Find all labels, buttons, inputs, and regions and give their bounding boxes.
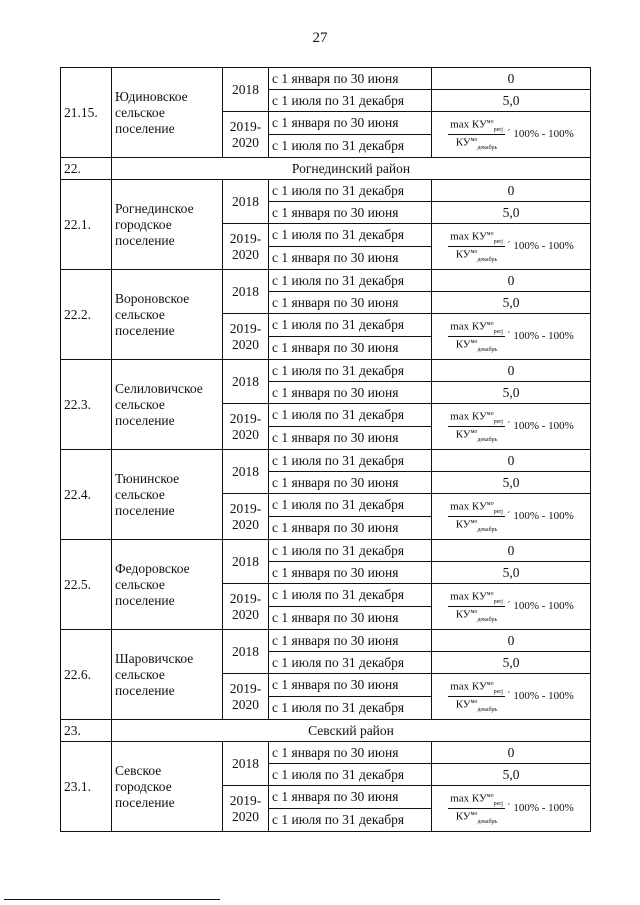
period-cell: с 1 января по 30 июня (269, 247, 432, 270)
formula-tail: ´ 100% - 100% (506, 128, 574, 140)
value-cell: 0 (432, 360, 591, 382)
formula-cell (432, 314, 591, 360)
formula-tail: ´ 100% - 100% (506, 510, 574, 522)
period-cell: с 1 июля по 31 декабря (269, 697, 432, 720)
formula (435, 591, 587, 623)
formula-fraction: $\frac{\max КУ^{мо}_{perj}}{КУ^{мо}_{декабрь}}$ (450, 590, 503, 623)
settlement-name: Селиловичское сельское поселение (112, 360, 223, 450)
value-cell: 5,0 (432, 90, 591, 112)
table-row (61, 180, 591, 202)
value-cell: 5,0 (432, 472, 591, 494)
period-cell: с 1 января по 30 июня (269, 630, 432, 652)
period-cell: с 1 января по 30 июня (269, 427, 432, 450)
formula (435, 321, 587, 353)
period-cell: с 1 января по 30 июня (269, 202, 432, 224)
formula (435, 501, 587, 533)
settlement-name: Федоровское сельское поселение (112, 540, 223, 630)
settlement-name: Шаровичское сельское поселение (112, 630, 223, 720)
year-cell: 2019-2020 (223, 674, 269, 720)
value-cell: 5,0 (432, 382, 591, 404)
settlement-name: Юдиновское сельское поселение (112, 68, 223, 158)
table-row (61, 742, 591, 764)
table-row (61, 270, 591, 292)
year-cell: 2018 (223, 180, 269, 224)
formula-fraction: $\frac{\max КУ^{мо}_{perj}}{КУ^{мо}_{декабрь}}$ (450, 410, 503, 443)
formula (435, 793, 587, 825)
row-number: 22.1. (61, 180, 112, 270)
row-number: 22.4. (61, 450, 112, 540)
period-cell: с 1 января по 30 июня (269, 68, 432, 90)
value-cell: 0 (432, 742, 591, 764)
formula-cell (432, 112, 591, 158)
period-cell: с 1 июля по 31 декабря (269, 360, 432, 382)
formula (435, 231, 587, 263)
period-cell: с 1 июля по 31 декабря (269, 180, 432, 202)
formula-cell (432, 674, 591, 720)
formula (435, 681, 587, 713)
value-cell: 0 (432, 540, 591, 562)
year-cell: 2019-2020 (223, 112, 269, 158)
tariff-table (60, 67, 591, 832)
period-cell: с 1 января по 30 июня (269, 674, 432, 697)
formula (435, 411, 587, 443)
year-cell: 2018 (223, 270, 269, 314)
formula-fraction: $\frac{\max КУ^{мо}_{perj}}{КУ^{мо}_{декабрь}}$ (450, 792, 503, 825)
period-cell: с 1 января по 30 июня (269, 112, 432, 135)
formula (435, 119, 587, 151)
period-cell: с 1 января по 30 июня (269, 472, 432, 494)
formula-tail: ´ 100% - 100% (506, 420, 574, 432)
row-number: 22.6. (61, 630, 112, 720)
formula-fraction: $\frac{\max КУ^{мо}_{perj}}{КУ^{мо}_{декабрь}}$ (450, 320, 503, 353)
district-title: Севский район (112, 720, 591, 742)
period-cell: с 1 июля по 31 декабря (269, 652, 432, 674)
year-cell: 2019-2020 (223, 584, 269, 630)
period-cell: с 1 января по 30 июня (269, 607, 432, 630)
settlement-name: Вороновское сельское поселение (112, 270, 223, 360)
formula-cell (432, 584, 591, 630)
year-cell: 2019-2020 (223, 786, 269, 832)
row-number: 22. (61, 158, 112, 180)
formula-cell (432, 224, 591, 270)
row-number: 22.5. (61, 540, 112, 630)
value-cell: 5,0 (432, 202, 591, 224)
footer-rule (4, 899, 220, 900)
value-cell: 0 (432, 180, 591, 202)
year-cell: 2018 (223, 540, 269, 584)
period-cell: с 1 июля по 31 декабря (269, 809, 432, 832)
year-cell: 2018 (223, 360, 269, 404)
period-cell: с 1 января по 30 июня (269, 786, 432, 809)
row-number: 22.2. (61, 270, 112, 360)
period-cell: с 1 июля по 31 декабря (269, 764, 432, 786)
period-cell: с 1 января по 30 июня (269, 337, 432, 360)
formula-tail: ´ 100% - 100% (506, 240, 574, 252)
formula-tail: ´ 100% - 100% (506, 600, 574, 612)
table-row (61, 360, 591, 382)
period-cell: с 1 июля по 31 декабря (269, 450, 432, 472)
formula-fraction: $\frac{\max КУ^{мо}_{perj}}{КУ^{мо}_{декабрь}}$ (450, 230, 503, 263)
table-row (61, 540, 591, 562)
period-cell: с 1 июля по 31 декабря (269, 135, 432, 158)
formula-cell (432, 404, 591, 450)
year-cell: 2018 (223, 68, 269, 112)
period-cell: с 1 января по 30 июня (269, 562, 432, 584)
formula-tail: ´ 100% - 100% (506, 690, 574, 702)
table-row (61, 630, 591, 652)
period-cell: с 1 января по 30 июня (269, 742, 432, 764)
value-cell: 0 (432, 68, 591, 90)
row-number: 23.1. (61, 742, 112, 832)
formula-tail: ´ 100% - 100% (506, 802, 574, 814)
value-cell: 0 (432, 450, 591, 472)
year-cell: 2018 (223, 450, 269, 494)
year-cell: 2018 (223, 742, 269, 786)
value-cell: 0 (432, 270, 591, 292)
value-cell: 5,0 (432, 562, 591, 584)
year-cell: 2019-2020 (223, 494, 269, 540)
settlement-name: Тюнинское сельское поселение (112, 450, 223, 540)
period-cell: с 1 января по 30 июня (269, 517, 432, 540)
value-cell: 5,0 (432, 764, 591, 786)
row-number: 22.3. (61, 360, 112, 450)
period-cell: с 1 января по 30 июня (269, 292, 432, 314)
year-cell: 2018 (223, 630, 269, 674)
district-title: Рогнединский район (112, 158, 591, 180)
district-row (61, 158, 591, 180)
page-number: 27 (312, 30, 328, 46)
formula-tail: ´ 100% - 100% (506, 330, 574, 342)
period-cell: с 1 июля по 31 декабря (269, 540, 432, 562)
formula-fraction: $\frac{\max КУ^{мо}_{perj}}{КУ^{мо}_{декабрь}}$ (450, 680, 503, 713)
formula-fraction: $\frac{\max КУ^{мо}_{perj}}{КУ^{мо}_{декабрь}}$ (450, 118, 503, 151)
table-row (61, 68, 591, 90)
year-cell: 2019-2020 (223, 224, 269, 270)
period-cell: с 1 января по 30 июня (269, 382, 432, 404)
period-cell: с 1 июля по 31 декабря (269, 224, 432, 247)
period-cell: с 1 июля по 31 декабря (269, 494, 432, 517)
year-cell: 2019-2020 (223, 314, 269, 360)
period-cell: с 1 июля по 31 декабря (269, 90, 432, 112)
district-row (61, 720, 591, 742)
year-cell: 2019-2020 (223, 404, 269, 450)
period-cell: с 1 июля по 31 декабря (269, 584, 432, 607)
settlement-name: Севское городское поселение (112, 742, 223, 832)
formula-cell (432, 786, 591, 832)
value-cell: 5,0 (432, 292, 591, 314)
row-number: 21.15. (61, 68, 112, 158)
settlement-name: Рогнединское городское поселение (112, 180, 223, 270)
period-cell: с 1 июля по 31 декабря (269, 314, 432, 337)
value-cell: 0 (432, 630, 591, 652)
value-cell: 5,0 (432, 652, 591, 674)
row-number: 23. (61, 720, 112, 742)
table-row (61, 450, 591, 472)
period-cell: с 1 июля по 31 декабря (269, 270, 432, 292)
formula-cell (432, 494, 591, 540)
period-cell: с 1 июля по 31 декабря (269, 404, 432, 427)
formula-fraction: $\frac{\max КУ^{мо}_{perj}}{КУ^{мо}_{декабрь}}$ (450, 500, 503, 533)
